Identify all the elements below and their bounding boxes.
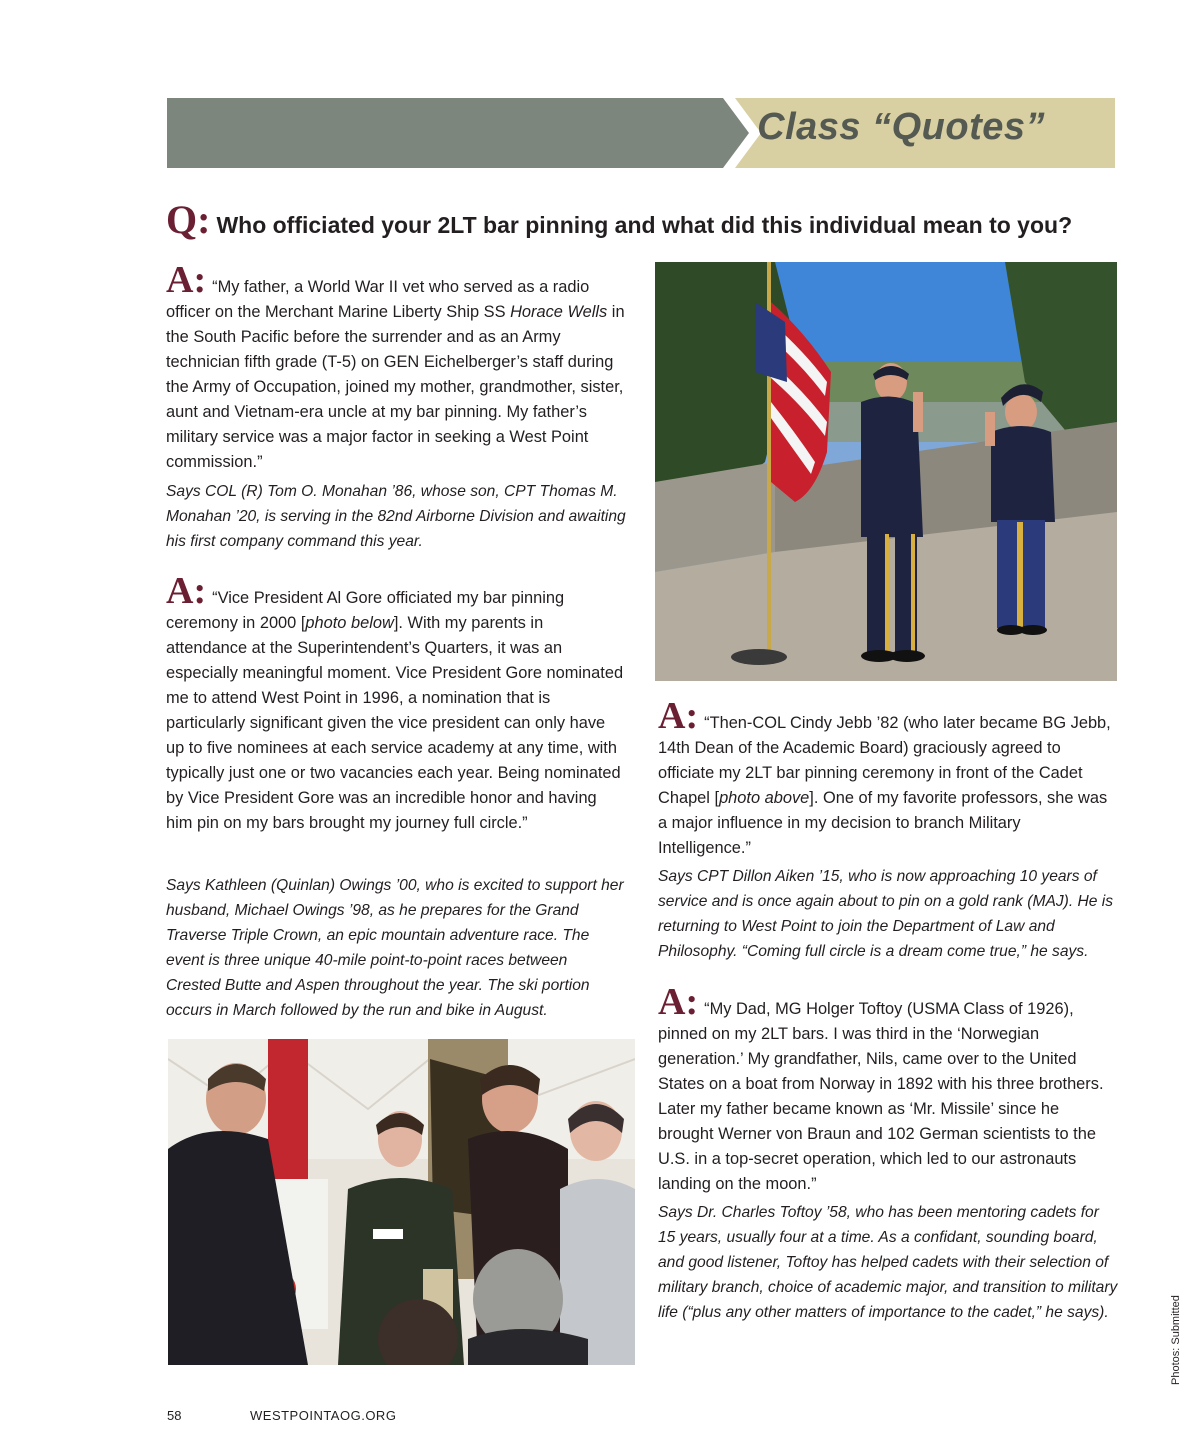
- answer-mark: A:: [166, 570, 207, 612]
- answer-quote-cont: ]. With my parents in attendance at the Superintendent’s Quarters, it was an especially meaningful moment. Vice President Gore nominated me to attend West Point in 1996, a nomination that is particularly significant given the vice president can only have up to five nominees at each service academy at any time, with typically just one or two vacancies each year. Being nominated by Vice President Gore was an incredible honor and having him pin on my bars brought my journey full circle.”: [166, 614, 624, 832]
- answer-mark: A:: [658, 981, 699, 1023]
- answer-quote: “Vice President Al Gore officiated my bar pinning ceremony in 2000 [: [166, 589, 565, 632]
- answer-3-attribution: Says CPT Dillon Aiken ’15, who is now approaching 10 years of service and is once again about to pin on a gold rank (MAJ). He is returning to West Point to join the Department of Law and Philosophy. “Coming full circle is a dream come true,” he says.: [658, 868, 1114, 960]
- photo-jebb-pinning: [655, 262, 1117, 681]
- answer-2-attribution: Says Kathleen (Quinlan) Owings ’00, who is excited to support her husband, Michael Owings ’98, as he prepares for the Grand Traverse Triple Crown, an epic mountain adventure race. The event is three unique 40-mile point-to-point races between Crested Butte and Aspen throughout the year. The ski portion occurs in March followed by the run and bike in August.: [166, 877, 624, 1019]
- answer-quote-emphasis: Horace Wells: [510, 303, 608, 321]
- photo-gore-pinning-image: [168, 1039, 635, 1365]
- answer-quote-cont: ]. One of my favorite professors, she was a major influence in my decision to branch Military Intelligence.”: [658, 789, 1108, 857]
- answer-quote: “My father, a World War II vet who served as a radio officer on the Merchant Marine Liberty Ship SS: [166, 278, 590, 321]
- question-mark: Q:: [166, 197, 211, 242]
- answer-2: [166, 570, 626, 836]
- section-banner: [167, 98, 1115, 168]
- answer-mark: A:: [166, 259, 207, 301]
- answer-4-attribution: Says Dr. Charles Toftoy ’58, who has been mentoring cadets for 15 years, usually four at a time. As a confidant, sounding board, and good listener, Toftoy has helped cadets with their selection of military branch, choice of academic major, and transition to military life (“plus any other matters of importance to the cadet,” he says).: [658, 1204, 1118, 1321]
- answer-quote: “Then-COL Cindy Jebb ’82 (who later became BG Jebb, 14th Dean of the Academic Board) graciously agreed to officiate my 2LT bar pinning ceremony in front of the Cadet Chapel [: [658, 714, 1111, 807]
- banner-title: Class “Quotes”: [757, 106, 1045, 148]
- answer-quote-cont: in the South Pacific before the surrender and as an Army technician fifth grade (T-5) on GEN Eichelberger’s staff during the Army of Occupation, joined my mother, grandmother, sister, aunt and Vietnam-era uncle at my bar pinning. My father’s military service was a major factor in seeking a West Point commission.”: [166, 303, 625, 471]
- answer-1-attribution: Says COL (R) Tom O. Monahan ’86, whose son, CPT Thomas M. Monahan ’20, is serving in the 82nd Airborne Division and awaiting his first company command this year.: [166, 483, 626, 550]
- photo-jebb-pinning-image: [655, 262, 1117, 681]
- question: [166, 196, 1116, 243]
- page-number: 58: [167, 1408, 182, 1423]
- footer-site: WESTPOINTAOG.ORG: [250, 1408, 397, 1423]
- answer-quote: “My Dad, MG Holger Toftoy (USMA Class of 1926), pinned on my 2LT bars. I was third in the ‘Norwegian generation.’ My grandfather, Nils, came over to the United States on a boat from Norway in 1892 with his three brothers. Later my father became known as ‘Mr. Missile’ since he brought Werner von Braun and 102 German scientists to the U.S. in a top-secret operation, which led to our astronauts landing on the moon.”: [658, 1000, 1104, 1193]
- answer-quote-emphasis: photo below: [305, 614, 394, 632]
- photo-credit: Photos: Submitted: [1170, 1295, 1182, 1385]
- answer-mark: A:: [658, 695, 699, 737]
- answer-4: [658, 981, 1118, 1197]
- answer-quote-emphasis: photo above: [719, 789, 810, 807]
- answer-1: [166, 259, 626, 475]
- photo-gore-pinning: [168, 1039, 635, 1365]
- question-text: Who officiated your 2LT bar pinning and what did this individual mean to you?: [216, 212, 1073, 238]
- answer-3: [658, 695, 1118, 861]
